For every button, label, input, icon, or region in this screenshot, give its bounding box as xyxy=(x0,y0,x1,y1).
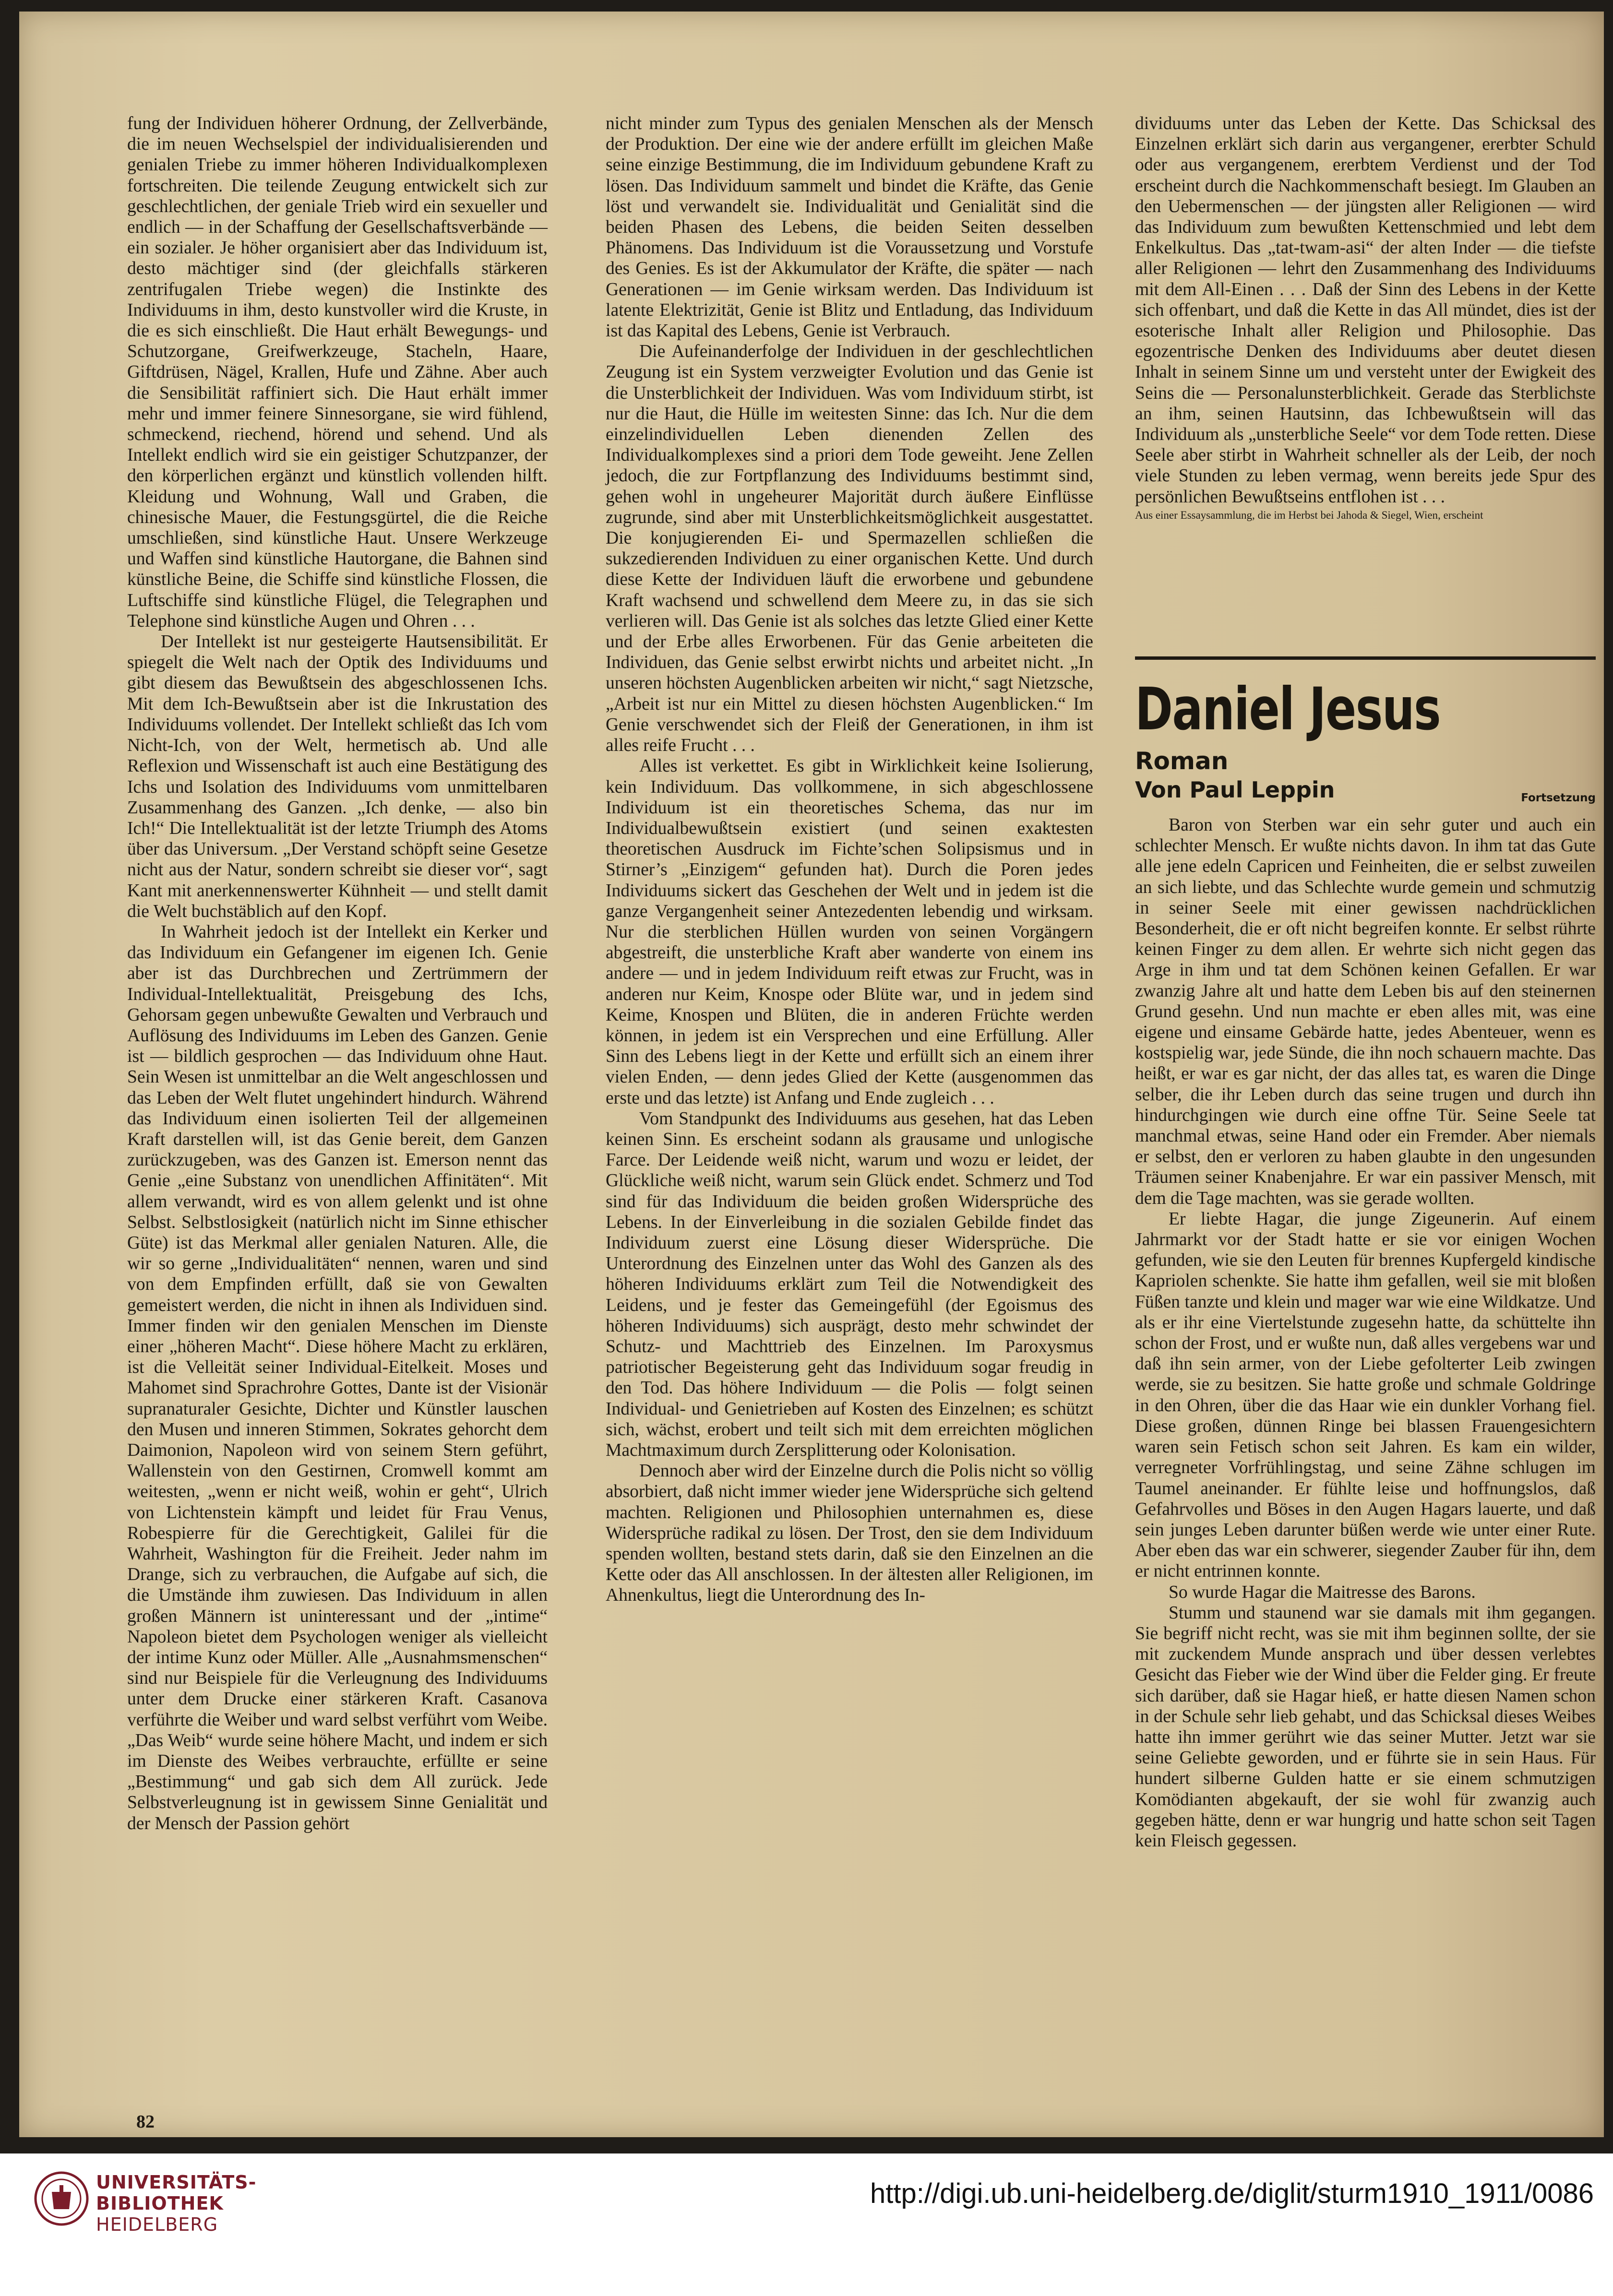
university-seal-icon xyxy=(34,2171,89,2226)
novel-author: Von Paul Leppin xyxy=(1135,777,1335,803)
middle-column-paragraph: Dennoch aber wird der Einzelne durch die Polis nicht so völlig absorbiert, daß nicht immer wieder jene Widersprüche sich geltend machten. Religionen und Philosophien unternahmen es, diese Widersprüche radikal zu lösen. Der Trost, den sie dem Individuum spenden wollten, bestand stets darin, daß sie den Einzelnen an die Kette oder das All anschlossen. In der ältesten aller Religionen, im Ahnenkultus, liegt die Unterordnung des In- xyxy=(606,1461,1093,1606)
novel-paragraph: So wurde Hagar die Maitresse des Barons. xyxy=(1169,1582,1476,1602)
essay-paragraph: dividuums unter das Leben der Kette. Das Schicksal des Einzelnen erklärt sich darin aus vergangener, ererbter Schuld oder aus vergangenem, ererbtem Verdienst und der Tod erscheint durch die Nachkommenschaft besiegt. Im Glauben an den Uebermenschen — der jüngsten aller Religionen — wird das Individuum zum bewußten Kettenschmied und lebt dem Enkelkultus. Das „tat-twam-asi“ der alten Inder — die tiefste aller Religionen — lehrt den Zusammenhang des Individuums mit dem All-Einen . . . Daß der Sinn des Lebens in der Kette sich offenbart, und daß die Kette in das All mündet, dies ist der esoterische Inhalt aller Religion und Philosophie. Das egozentrische Denken des Individuums aber deutet diesen Inhalt in seinem Sinne um und versteht unter der Ewigkeit des Seins die — Personalunsterblichkeit. Gerade das Sterblichste an ihm, seinen Hautsinn, das Ichbewußtsein will das Individuum als „unsterbliche Seele“ vor dem Tode retten. Diese Seele aber stirbt in Wahrheit schneller als der Leib, der noch viele Stunden zu leben vermag, wenn bereits jede Spur des persönlichen Bewußtseins entflohen ist . . . xyxy=(1135,114,1596,507)
library-name-line2: BIBLIOTHEK xyxy=(96,2193,224,2214)
continuation-label: Fortsetzung xyxy=(1521,792,1596,804)
left-column-paragraph: In Wahrheit jedoch ist der Intellekt ein Kerker und das Individuum ein Gefangener im eigenen Ich. Genie aber ist das Durchbrechen und Zertrümmern der Individual-Intellektualität, Preisgebung des Ichs, Gehorsam gegen unbewußte Gewalten und Verbrauch und Auflösung des Individuums im Leben des Ganzen. Genie ist — bildlich gesprochen — das Individuum ohne Haut. Sein Wesen ist unmittelbar an die Welt angeschlossen und das Leben der Welt flutet ungehindert hindurch. Während das Individuum einen isolierten Teil der allgemeinen Kraft darstellen will, ist das Genie bereit, dem Ganzen zurückzugeben, was des Ganzen ist. Emerson nennt das Genie „eine Substanz von unendlichen Affinitäten“. Mit allem verwandt, wird es von allem gelenkt und ist ohne Selbst. Selbstlosigkeit (natürlich nicht im Sinne ethischer Güte) ist das Merkmal aller genialen Naturen. Alle, die wir so gerne „Individualitäten“ nennen, waren und sind von dem Empfinden erfüllt, daß sie von Gewalten gemeistert werden, die nicht in ihnen als Individuen sind. Immer finden wir den genialen Menschen im Dienste einer „höheren Macht“. Diese höhere Macht zu erklären, ist die Velleität seiner Individual-Eitelkeit. Moses und Mahomet sind Sprachrohre Gottes, Dante ist der Visionär supranaturaler Gesichte, Dichter und Künstler lauschen den Musen und inneren Stimmen, Sokrates gehorcht dem Daimonion, Napoleon wird von seinem Stern geführt, Wallenstein von den Gestirnen, Cromwell kommt am weitesten, „wenn er nicht weiß, wohin er geht“, Ulrich von Lichtenstein kämpft und leidet für Frau Venus, Robespierre für die Gerechtigkeit, Galilei für die Wahrheit, Washington für die Freiheit. Jeder nahm im Drange, sich zu verbrauchen, die Aufgabe auf sich, die die Umstände ihm zuwiesen. Das Individuum in allen großen Männern ist uninteressant und der „intime“ Napoleon bietet dem Psychologen weniger als vielleicht der intime Kunz oder Müller. Alle „Ausnahmsmenschen“ sind nur Beispiele für die Verleugnung des Individuums unter dem Drucke einer stärkeren Kraft. Casanova verführte die Weiber und ward selbst verführt vom Weibe. „Das Weib“ wurde seine höhere Macht, und indem er sich im Dienste des Weibes verbrauchte, erfüllte er seine „Bestimmung“ und gab sich dem All zurück. Jede Selbstverleugnung ist in gewissem Sinne Genialität und der Mensch der Passion gehört xyxy=(127,922,548,1833)
section-divider xyxy=(1135,656,1596,660)
library-name-line3: HEIDELBERG xyxy=(96,2214,218,2235)
middle-column-paragraph: Vom Standpunkt des Individuums aus gesehen, hat das Leben keinen Sinn. Es erscheint sodann als grausame und unlogische Farce. Der Leidende weiß nicht, warum und wozu er leidet, der Glückliche weiß nicht, warum sein Glück endet. Schmerz und Tod sind für das Individuum die beiden großen Widersprüche des Lebens. In der Einverleibung in die sozialen Gebilde findet das Individuum zuerst eine Lösung dieser Widersprüche. Die Unterordnung des Einzelnen unter das Wohl des Ganzen als des höheren Individuums erklärt zum Teil die Notwendigkeit des Leidens, und je fester das Gemeingefühl (der Egoismus des höheren Individuums) sich ausprägt, desto mehr schwindet der Schutz- und Machttrieb des Einzelnen. Im Paroxysmus patriotischer Begeisterung geht das Individuum sogar freudig in den Tod. Das höhere Individuum — die Polis — folgt seinen Individual- und Genietrieben auf Kosten des Einzelnen; es schützt sich, wächst, erobert und teilt sich mit dem erreichten möglichen Machtmaximum durch Zersplitterung oder Kolonisation. xyxy=(606,1108,1093,1460)
essay-footnote: Aus einer Essaysammlung, die im Herbst bei Jahoda & Siegel, Wien, erscheint xyxy=(1135,509,1483,521)
novel-paragraph: Er liebte Hagar, die junge Zigeunerin. Auf einem Jahrmarkt vor der Stadt hatte er sie vor einigen Wochen gefunden, wie sie den Leuten für brennes Kupfergeld kindische Kapriolen schenkte. Sie hatte ihm gefallen, weil sie mit bloßen Füßen tanzte und klein und mager war wie eine Wildkatze. Und als er ihr eine Viertelstunde zugesehn hatte, da schüttelte ihn schon der Frost, und er wußte nun, daß alles vergebens war und daß ihn sein armer, von der Liebe gefolterter Leib zwingen werde, sie zu besitzen. Sie hatte große und schmale Goldringe in den Ohren, über die das Haar wie ein dunkler Vorhang fiel. Diese großen, dünnen Ringe bei blassen Frauengesichtern waren sein Fetisch schon seit Jahren. Es kam ein wilder, verregneter Vorfrühlingstag, und seine Zähne schlugen im Taumel aneinander. Er fühlte leise und hoffnungslos, daß Gefahrvolles und Böses in den Augen Hagars lauerte, und daß sein junges Leben darunter büßen werde wie unter einer Rute. Aber eben das war ein schwerer, siegender Zauber für ihn, dem er nicht entrinnen konnte. xyxy=(1135,1209,1596,1582)
essay-continuation xyxy=(1135,113,1596,521)
novel-genre: Roman xyxy=(1135,747,1229,775)
novel-paragraph: Stumm und staunend war sie damals mit ihm gegangen. Sie begriff nicht recht, was sie mit ihm beginnen sollte, der sie mit zuckendem Munde ansprach und über dessen verlebtes Gesicht das Fieber wie der Wind über die Felder ging. Er freute sich darüber, daß sie Hagar hieß, er hatte diesen Namen schon in der Schule sehr lieb gehabt, und das Schicksal dieses Weibes hatte ihn immer gerührt wie das seiner Mutter. Jetzt war sie seine Geliebte geworden, und er führte sie in sein Haus. Für hundert silberne Gulden hatte er sie einem schmutzigen Komödianten abgekauft, der sie wohl für zwanzig auch gegeben hätte, denn er war hungrig und hatte schon seit Tagen kein Fleisch gegessen. xyxy=(1135,1603,1596,1851)
middle-column xyxy=(606,113,1093,1606)
novel-text xyxy=(1135,815,1596,1851)
source-url-link[interactable]: http://digi.ub.uni-heidelberg.de/diglit/sturm1910_1911/0086 xyxy=(870,2178,1594,2209)
middle-column-paragraph: nicht minder zum Typus des genialen Menschen als der Mensch der Produktion. Der eine wie der andere erfüllt im gleichen Maße seine einzige Bestimmung, die im Individuum gebundene Kraft zu lösen. Das Individuum sammelt und bindet die Kräfte, das Genie löst und verwandelt sie. Individualität und Genialität sind die beiden Phasen des Lebens, die beiden Seiten desselben Phänomens. Das Individuum ist die Voraussetzung und Vorstufe des Genies. Es ist der Akkumulator der Kräfte, die später — nach Generationen — im Genie wirksam werden. Das Individuum ist latente Elektrizität, Genie ist Blitz und Entladung, das Individuum ist das Kapital des Lebens, Genie ist Verbrauch. xyxy=(606,114,1093,341)
novel-title: Daniel Jesus xyxy=(1135,675,1441,743)
library-name-line1: UNIVERSITÄTS- xyxy=(96,2172,257,2193)
middle-column-paragraph: Alles ist verkettet. Es gibt in Wirklichkeit keine Isolierung, kein Individuum. Das vollkommene, in sich abgeschlossene Individuum ist ein theoretisches Schema, das nur im Individualbewußtsein existiert (und seinen exaktesten theoretischen Ausdruck im Fichte’schen Solipsismus und in Stirner’s „Einzigem“ gefunden hat). Durch die Poren jedes Individuums sickert das Geschehen der Welt und in jedem ist die ganze Vergangenheit seiner Antezedenten lebendig und wirksam. Nur die sterblichen Hüllen wurden von seinen Vorgängern abgestreift, die unsterbliche Kraft aber wanderte von einem ins andere — und in jedem Individuum reift etwas zur Frucht, was in anderen nur Keim, Knospe oder Blüte war, und in jedem sind Keime, Knospen und Blüten, die in anderen Früchte werden können, in jedem ist ein Versprechen und eine Erfüllung. Aller Sinn des Lebens liegt in der Kette und erfüllt sich an einem ihrer vielen Enden, — denn jedes Glied der Kette (ausgenommen das erste und das letzte) ist Anfang und Ende zugleich . . . xyxy=(606,756,1093,1108)
left-column-paragraph: Der Intellekt ist nur gesteigerte Hautsensibilität. Er spiegelt die Welt nach der Optik des Individuums und gibt diesem das Bewußtsein des abgeschlossenen Ichs. Mit dem Ich-Bewußtsein aber ist die Inkrustation des Individuums vollendet. Der Intellekt schließt das Ich vom Nicht-Ich, von der Welt, hermetisch ab. Und alle Reflexion und Wissenschaft ist auch eine Bestätigung des Ichs und Isolation des Individuums vom unmittelbaren Zusammenhang des Ganzen. „Ich denke, — also bin Ich!“ Die Intellektualität ist der letzte Triumph des Atoms über das Universum. „Der Verstand schöpft seine Gesetze nicht aus der Natur, sondern schreibt sie dieser vor“, sagt Kant mit anerkennenswerter Kühnheit — und stellt damit die Welt buchstäblich auf den Kopf. xyxy=(127,632,548,921)
left-column-paragraph: fung der Individuen höherer Ordnung, der Zellverbände, die im neuen Wechselspiel der individualisierenden und genialen Triebe zu immer höheren Individualkomplexen fortschreiten. Die teilende Zeugung entwickelt sich zur geschlechtlichen, der geniale Trieb wird ein sexueller und endlich — in der Schaffung der Gesellschaftsverbände — ein sozialer. Je höher organisiert aber das Individuum ist, desto mächtiger sind (der gleichfalls stärkeren zentrifugalen Triebe wegen) die Instinkte des Individuums in ihm, desto kunstvoller wird die Kruste, in die es sich einschließt. Die Haut erhält Bewegungs- und Schutzorgane, Greifwerkzeuge, Stacheln, Haare, Giftdrüsen, Nägel, Krallen, Hufe und Zähne. Aber auch die Sensibilität raffiniert sich. Die Haut erhält immer mehr und immer feinere Sinnesorgane, sie wird fühlend, schmeckend, riechend, hörend und sehend. Und als Intellekt endlich wird sie ein geistiger Schutzpanzer, der den körperlichen ergänzt und künstlich vollenden hilft. Kleidung und Wohnung, Wall und Graben, die chinesische Mauer, die Festungsgürtel, die die Reiche umschließen, sind künstliche Haut. Unsere Werkzeuge und Waffen sind künstliche Hautorgane, die Bahnen sind künstliche Beine, die Schiffe sind künstliche Flossen, die Luftschiffe sind künstliche Flügel, die Telegraphen und Telephone sind künstliche Augen und Ohren . . . xyxy=(127,114,548,631)
page-number: 82 xyxy=(136,2112,155,2132)
left-column xyxy=(127,113,548,1834)
newspaper-page xyxy=(19,12,1604,2137)
novel-paragraph: Baron von Sterben war ein sehr guter und auch ein schlechter Mensch. Er wußte nichts davon. In ihm tat das Gute alle jene edeln Capricen und Feinheiten, die er selbst zuweilen an sich liebte, und das Schlechte wurde gemein und schmutzig in seiner Seele mit einer gewissen nachdrücklichen Besonderheit, die er oft nicht begreifen konnte. Er selbst rührte keinen Finger zu dem allen. Er wehrte sich nicht gegen das Arge in ihm und tat dem Schönen keinen Gefallen. Er war zwanzig Jahre alt und hatte dem Leben bis auf den steinernen Grund gesehn. Und nun machte er eben alles mit, was eine eigene und einsame Gebärde hatte, jedes Abenteuer, wenn es kostspielig war, jede Sünde, die ihn noch schauern machte. Das heißt, er war es gar nicht, der das alles tat, es waren die Dinge selber, die ihr Leben durch das seine trugen und durch ihn hindurchgingen wie durch eine offne Tür. Seine Seele tat manchmal etwas, seine Hand oder ein Fremder. Aber niemals er selbst, den er verloren zu haben glaubte in den ungesunden Träumen seiner Knabenjahre. Er war ein passiver Mensch, mit dem die Tage machten, was sie gerade wollten. xyxy=(1135,815,1596,1208)
middle-column-paragraph: Die Aufeinanderfolge der Individuen in der geschlechtlichen Zeugung ist ein System verzweigter Evolution und das Genie ist die Unsterblichkeit der Individuen. Was vom Individuum stirbt, ist nur die Haut, die Hülle im weitesten Sinne: das Ich. Nur die dem einzelindividuellen Leben dienenden Zellen des Individualkomplexes sind a priori dem Tode geweiht. Jene Zellen jedoch, die zur Fortpflanzung des Individuums bestimmt sind, gehen wohl in ungeheurer Majorität durch äußere Einflüsse zugrunde, sind aber mit Unsterblichkeitsmöglichkeit ausgestattet. Die konjugierenden Ei- und Spermazellen schließen die sukzedierenden Individuen zu einer organischen Kette. Und durch diese Kette der Individuen läuft die erworbene und gebundene Kraft wachsend und schwellend dem Meere zu, in das sie sich verlieren will. Das Genie ist als solches das letzte Glied einer Kette und der Erbe alles Erworbenen. Für das Genie arbeiteten die Individuen, das Genie selbst erwirbt nichts und arbeitet nicht. „In unseren höchsten Augenblicken arbeiten wir nicht,“ sagt Nietzsche, „Arbeit ist nur ein Mittel zu diesen höchsten Augenblicken.“ Im Genie verschwendet sich der Fleiß der Generationen, in ihm ist alles reife Frucht . . . xyxy=(606,342,1093,756)
